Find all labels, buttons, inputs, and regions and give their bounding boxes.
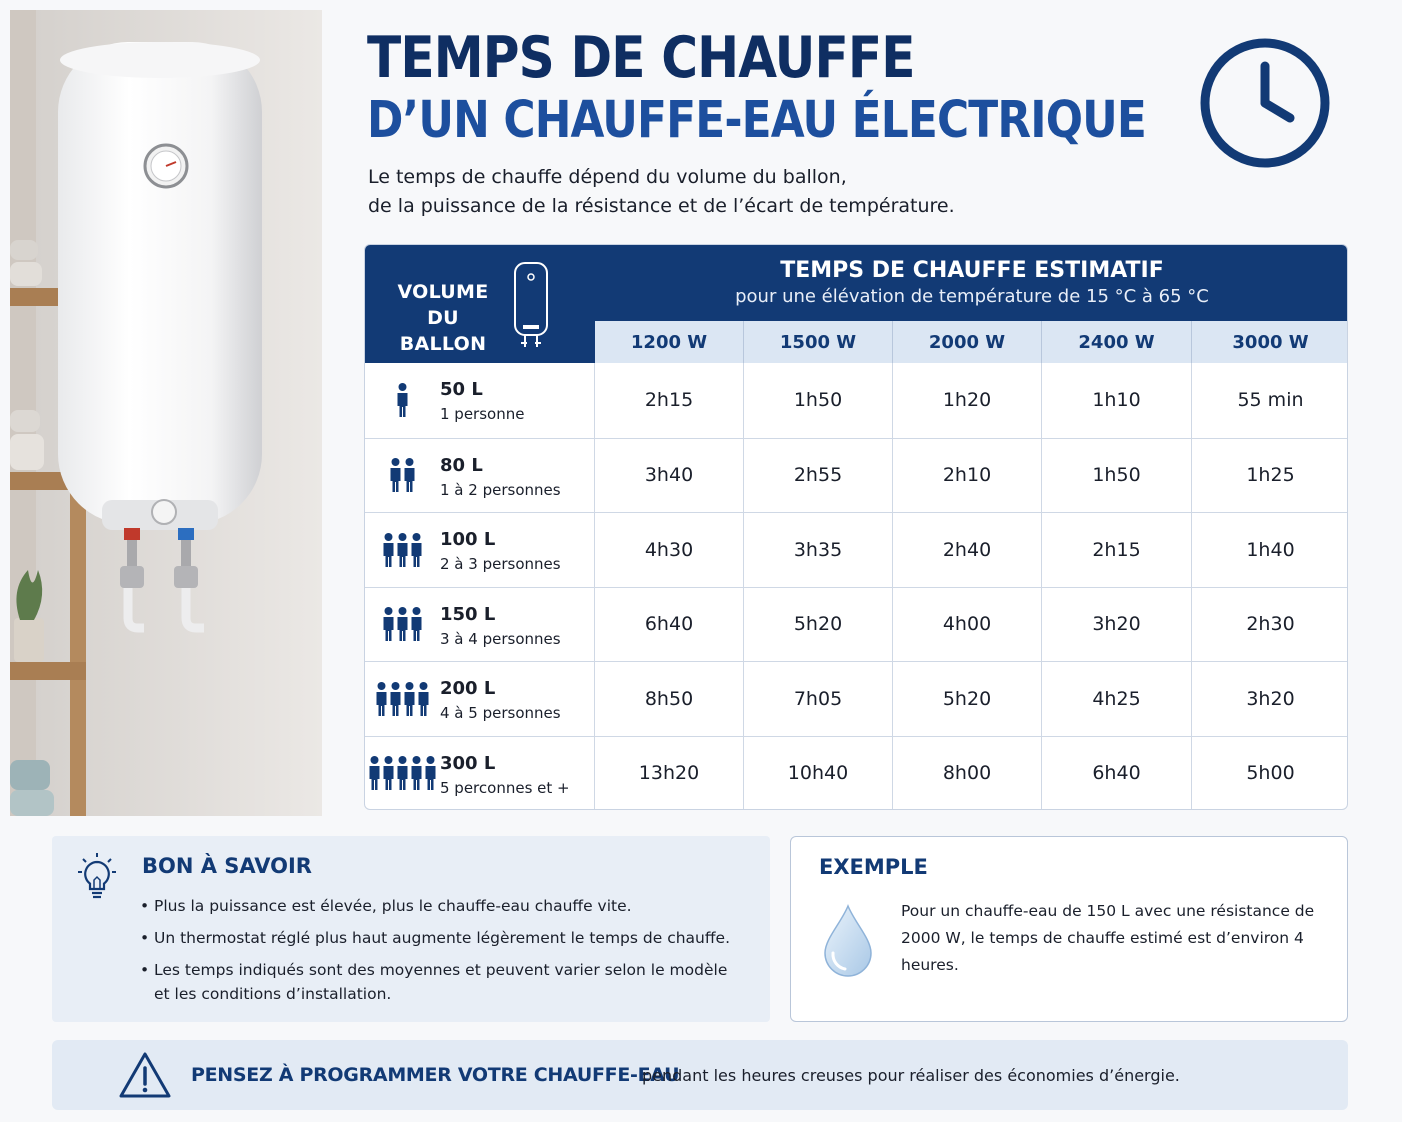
people-icons xyxy=(365,439,439,513)
power-header-3000w: 3000 W xyxy=(1191,321,1348,363)
table-row xyxy=(365,438,1348,513)
page-title: TEMPS DE CHAUFFE xyxy=(367,25,915,91)
good-to-know-box xyxy=(52,836,770,1022)
people-icons xyxy=(365,513,439,587)
power-header-2000w: 2000 W xyxy=(892,321,1041,363)
heating-time-table xyxy=(364,244,1348,810)
table-cell: 2h30 xyxy=(1191,588,1348,662)
row-label xyxy=(365,588,595,662)
row-label xyxy=(365,363,595,438)
example-title: EXEMPLE xyxy=(819,855,928,879)
heating-time-subtitle: pour une élévation de température de 15 °C à 65 °C xyxy=(735,286,1209,307)
row-label xyxy=(365,513,595,587)
table-cell: 3h20 xyxy=(1041,588,1191,662)
power-header-1500w: 1500 W xyxy=(743,321,892,363)
people-icons xyxy=(365,363,439,438)
people-icons xyxy=(365,737,439,811)
table-cell: 6h40 xyxy=(1041,737,1191,811)
table-cell: 13h20 xyxy=(638,762,700,785)
table-cell: 7h05 xyxy=(743,662,892,736)
table-cell: 5h00 xyxy=(1191,737,1348,811)
row-volume: 100 L xyxy=(440,529,496,550)
person-icon xyxy=(389,457,416,493)
table-cell: 2h15 xyxy=(1041,513,1191,587)
subtitle-line1: Le temps de chauffe dépend du volume du ballon, xyxy=(368,166,847,188)
volume-header xyxy=(365,245,595,363)
table-cell: 1h40 xyxy=(1191,513,1348,587)
table-row xyxy=(365,512,1348,587)
table-cell: 2h10 xyxy=(892,439,1041,513)
page-title-line2: D’UN CHAUFFE-EAU ÉLECTRIQUE xyxy=(367,91,1147,150)
row-persons: 2 à 3 personnes xyxy=(440,555,561,573)
row-label xyxy=(365,737,595,811)
power-header-row xyxy=(595,321,1348,363)
list-item: • Un thermostat réglé plus haut augmente légèrement le temps de chauffe. xyxy=(140,926,740,950)
table-cell: 1h50 xyxy=(1041,439,1191,513)
table-cell: 6h40 xyxy=(644,613,694,636)
table-row xyxy=(365,736,1348,811)
example-box xyxy=(790,836,1348,1022)
table-cell: 1h50 xyxy=(743,363,892,438)
row-volume: 80 L xyxy=(440,454,483,476)
people-icons xyxy=(365,662,439,736)
table-cell: 3h35 xyxy=(743,513,892,587)
person-icon xyxy=(375,681,430,717)
row-persons: 4 à 5 personnes xyxy=(440,704,561,722)
heating-time-title: TEMPS DE CHAUFFE ESTIMATIF xyxy=(780,258,1164,283)
table-body xyxy=(365,363,1348,810)
water-heater-photo xyxy=(10,10,322,816)
list-item: • Les temps indiqués sont des moyennes et peuvent varier selon le modèle et les conditions d’installation. xyxy=(140,958,740,1006)
subtitle-line2: de la puissance de la résistance et de l’écart de température. xyxy=(368,195,955,217)
banner-bold-text: PENSEZ À PROGRAMMER VOTRE CHAUFFE-EAU xyxy=(191,1064,680,1086)
table-cell: 8h50 xyxy=(644,687,694,710)
row-volume: 300 L xyxy=(440,752,496,774)
row-volume: 150 L xyxy=(440,603,496,625)
row-persons: 1 personne xyxy=(440,405,525,423)
heating-time-header xyxy=(595,245,1348,321)
title-block xyxy=(367,26,1273,152)
table-row xyxy=(365,363,1348,438)
person-icon xyxy=(382,532,423,568)
row-label xyxy=(365,439,595,513)
row-persons: 3 à 4 personnes xyxy=(440,629,561,648)
water-drop-icon xyxy=(821,903,875,979)
person-icon xyxy=(382,606,423,642)
page-subtitle xyxy=(368,163,955,221)
table-cell: 1h10 xyxy=(1041,363,1191,438)
good-to-know-list xyxy=(140,894,740,1014)
lightbulb-icon xyxy=(74,852,120,902)
table-cell: 4h30 xyxy=(644,538,694,561)
banner-text: pendant les heures creuses pour réaliser des économies d’énergie. xyxy=(642,1066,1180,1085)
table-cell: 4h25 xyxy=(1041,662,1191,736)
table-cell: 3h40 xyxy=(644,464,694,487)
person-icon xyxy=(368,755,437,791)
row-volume: 200 L xyxy=(440,678,496,699)
table-cell: 2h55 xyxy=(743,439,892,513)
table-row xyxy=(365,661,1348,736)
example-text: Pour un chauffe-eau de 150 L avec une résistance de 2000 W, le temps de chauffe estimé est d’environ 4 heures. xyxy=(901,902,1315,974)
table-cell: 1h25 xyxy=(1191,439,1348,513)
warning-icon xyxy=(118,1050,172,1100)
table-cell: 5h20 xyxy=(743,588,892,662)
table-cell: 55 min xyxy=(1191,363,1348,438)
table-cell: 2h40 xyxy=(892,513,1041,587)
table-cell: 8h00 xyxy=(892,737,1041,811)
table-cell: 4h00 xyxy=(892,588,1041,662)
good-to-know-title: BON À SAVOIR xyxy=(142,854,312,878)
volume-header-line2: DU BALLON xyxy=(399,307,487,355)
table-cell: 2h15 xyxy=(644,389,694,412)
water-heater-illustration xyxy=(10,10,322,816)
people-icons xyxy=(365,588,439,662)
tip-banner xyxy=(52,1040,1348,1110)
table-cell: 1h20 xyxy=(892,363,1041,438)
list-item: • Plus la puissance est élevée, plus le chauffe-eau chauffe vite. xyxy=(140,894,740,918)
row-persons: 1 à 2 personnes xyxy=(440,480,561,499)
row-persons: 5 perconnes et + xyxy=(440,778,570,797)
power-header-1200w: 1200 W xyxy=(630,331,708,353)
table-cell: 5h20 xyxy=(892,662,1041,736)
table-row xyxy=(365,587,1348,662)
power-header-2400w: 2400 W xyxy=(1041,321,1191,363)
row-label xyxy=(365,662,595,736)
volume-header-line1: VOLUME xyxy=(397,281,489,303)
water-heater-icon xyxy=(511,259,551,349)
row-volume: 50 L xyxy=(440,379,483,400)
clock-icon xyxy=(1198,36,1332,170)
person-icon xyxy=(396,382,409,418)
table-cell: 10h40 xyxy=(743,737,892,811)
table-cell: 3h20 xyxy=(1191,662,1348,736)
